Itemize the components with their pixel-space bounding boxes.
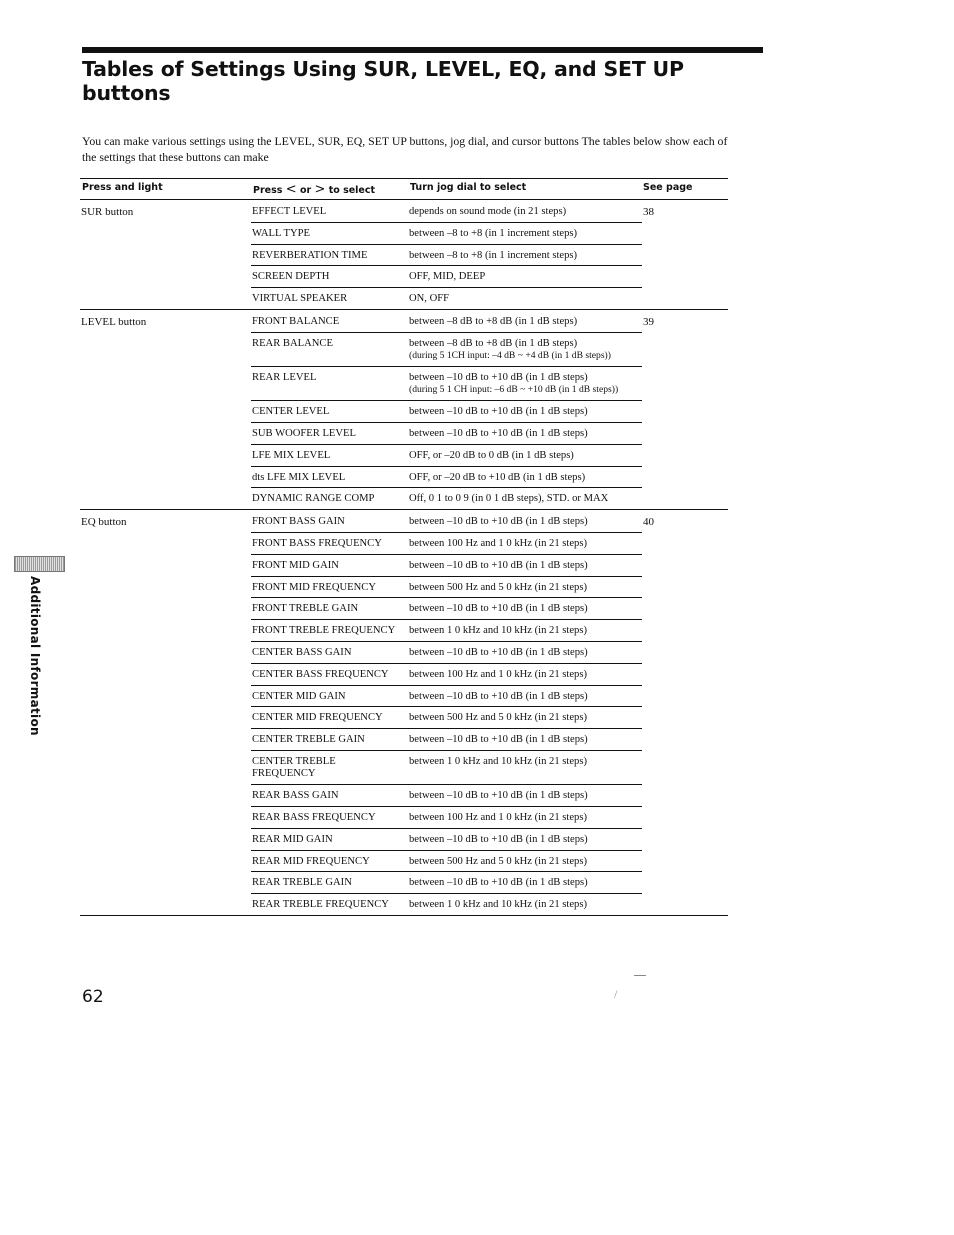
header-press-and-light: Press and light — [82, 182, 163, 193]
setting-name: REAR BASS FREQUENCY — [252, 811, 376, 823]
button-name: SUR button — [81, 206, 134, 218]
setting-range — [409, 625, 644, 637]
setting-name: SCREEN DEPTH — [252, 271, 330, 283]
setting-name: FRONT BALANCE — [252, 316, 340, 327]
setting-range — [409, 712, 644, 724]
range-note: (during 5 1CH input: –4 dB ~ +4 dB (in 1 dB steps)) — [409, 349, 611, 361]
setting-range — [409, 338, 644, 362]
setting-name: FRONT MID FREQUENCY — [252, 581, 377, 593]
table-row — [251, 728, 642, 751]
setting-name: FRONT BASS FREQUENCY — [252, 537, 382, 549]
setting-name: REAR TREBLE FREQUENCY — [252, 899, 389, 911]
range-text: between –10 dB to +10 dB (in 1 dB steps) — [409, 690, 588, 702]
setting-range — [409, 271, 644, 283]
setting-range — [409, 516, 644, 528]
table-row — [251, 619, 642, 642]
range-text: between –10 dB to +10 dB (in 1 dB steps) — [409, 790, 588, 802]
setting-name: SUB WOOFER LEVEL — [252, 428, 356, 439]
setting-name: REAR TREBLE GAIN — [252, 877, 352, 889]
setting-range — [409, 669, 644, 681]
range-text: between 100 Hz and 1 0 kHz (in 21 steps) — [409, 537, 587, 549]
header-or-word: or — [299, 185, 312, 196]
header-turn-jog-dial: Turn jog dial to select — [410, 182, 527, 193]
table-row — [251, 893, 642, 915]
setting-name: REAR BASS GAIN — [252, 790, 339, 802]
table-row — [251, 663, 642, 686]
table-row — [251, 706, 642, 729]
table-row — [251, 400, 642, 423]
range-text: between 1 0 kHz and 10 kHz (in 21 steps) — [409, 625, 587, 637]
range-text: between –10 dB to +10 dB (in 1 dB steps) — [409, 372, 588, 383]
header-press-to-select — [253, 182, 375, 197]
setting-name: dts LFE MIX LEVEL — [252, 471, 346, 483]
setting-name: REAR MID FREQUENCY — [252, 855, 370, 867]
setting-range — [409, 790, 644, 802]
range-text: between –10 dB to +10 dB (in 1 dB steps) — [409, 516, 588, 528]
range-note: (during 5 1 CH input: –6 dB ~ +10 dB (in 1 dB steps)) — [409, 384, 619, 395]
setting-name: REAR MID GAIN — [252, 833, 333, 845]
button-name: LEVEL button — [81, 316, 147, 328]
setting-range — [409, 206, 644, 218]
setting-name: DYNAMIC RANGE COMP — [252, 493, 375, 505]
table-row — [251, 466, 642, 489]
button-name: EQ button — [81, 516, 127, 529]
range-text: between 1 0 kHz and 10 kHz (in 21 steps) — [409, 899, 587, 911]
margin-dash-mark — [634, 975, 646, 976]
setting-range — [409, 228, 644, 240]
range-text: between –8 dB to +8 dB (in 1 dB steps) — [409, 316, 578, 327]
setting-range — [409, 316, 644, 328]
table-row — [251, 641, 642, 664]
range-text: OFF, MID, DEEP — [409, 271, 486, 283]
setting-range — [409, 756, 644, 768]
table-row — [251, 444, 642, 467]
table-group — [80, 510, 728, 916]
table-row — [251, 265, 642, 288]
setting-name: CENTER TREBLE GAIN — [252, 734, 365, 746]
setting-range — [409, 603, 644, 615]
range-text: between –10 dB to +10 dB (in 1 dB steps) — [409, 603, 588, 615]
range-text: between –10 dB to +10 dB (in 1 dB steps) — [409, 406, 588, 418]
table-row — [251, 576, 642, 599]
table-row — [251, 784, 642, 807]
table-row — [251, 287, 642, 309]
header-press-word: Press — [253, 185, 283, 196]
see-page-ref: 38 — [643, 206, 654, 218]
table-group — [80, 310, 728, 510]
table-row — [251, 422, 642, 445]
see-page-ref: 39 — [643, 316, 654, 328]
setting-name: VIRTUAL SPEAKER — [252, 293, 348, 305]
setting-name: EFFECT LEVEL — [252, 206, 327, 217]
table-row — [251, 806, 642, 829]
setting-range — [409, 428, 644, 440]
setting-range — [409, 691, 644, 703]
setting-range — [409, 582, 644, 594]
setting-range — [409, 493, 644, 505]
range-text: between 500 Hz and 5 0 kHz (in 21 steps) — [409, 712, 587, 724]
setting-name: FRONT MID GAIN — [252, 559, 339, 571]
setting-name: CENTER MID FREQUENCY — [252, 712, 383, 724]
range-text: between –10 dB to +10 dB (in 1 dB steps) — [409, 646, 588, 658]
setting-range — [409, 877, 644, 889]
table-row — [251, 200, 642, 223]
intro-paragraph: You can make various settings using the LEVEL, SUR, EQ, SET UP buttons, jog dial, and cursor buttons The tables below show each of the settings that these buttons can make — [82, 134, 728, 164]
table-row — [251, 510, 642, 533]
table-group — [80, 200, 728, 310]
table-row — [251, 244, 642, 267]
range-text: OFF, or –20 dB to 0 dB (in 1 dB steps) — [409, 449, 574, 461]
cursor-left-icon: < — [285, 182, 297, 197]
table-row — [251, 332, 642, 367]
table-header — [80, 178, 728, 200]
table-row — [251, 871, 642, 894]
range-text: between 500 Hz and 5 0 kHz (in 21 steps) — [409, 581, 587, 593]
setting-range — [409, 450, 644, 462]
range-text: between –10 dB to +10 dB (in 1 dB steps) — [409, 734, 588, 746]
setting-range — [409, 293, 644, 305]
setting-range — [409, 250, 644, 262]
range-text: between –8 to +8 (in 1 increment steps) — [409, 249, 578, 261]
setting-name: REAR BALANCE — [252, 337, 333, 349]
table-row — [251, 828, 642, 851]
table-row — [251, 850, 642, 873]
table-row — [251, 487, 642, 509]
setting-name: WALL TYPE — [252, 227, 310, 239]
range-text: between –8 dB to +8 dB (in 1 dB steps) — [409, 337, 578, 349]
table-row — [251, 554, 642, 577]
range-text: between –8 to +8 (in 1 increment steps) — [409, 227, 578, 239]
range-text: Off, 0 1 to 0 9 (in 0 1 dB steps), STD. or MAX — [409, 493, 609, 505]
range-text: between –10 dB to +10 dB (in 1 dB steps) — [409, 833, 588, 845]
setting-name: FRONT TREBLE GAIN — [252, 603, 359, 615]
range-text: between –10 dB to +10 dB (in 1 dB steps) — [409, 559, 588, 571]
page-title: Tables of Settings Using SUR, LEVEL, EQ, and SET UP buttons — [82, 57, 684, 105]
setting-name: FRONT TREBLE FREQUENCY — [252, 625, 396, 637]
range-text: between –10 dB to +10 dB (in 1 dB steps) — [409, 877, 588, 889]
range-text: ON, OFF — [409, 293, 450, 305]
setting-name: REAR LEVEL — [252, 372, 317, 383]
table-row — [251, 366, 642, 401]
setting-range — [409, 560, 644, 572]
section-tab-label: Additional Information — [28, 576, 42, 736]
title-rule — [82, 47, 763, 53]
setting-range — [409, 647, 644, 659]
setting-name: FRONT BASS GAIN — [252, 516, 345, 528]
table-row — [251, 597, 642, 620]
see-page-ref: 40 — [643, 516, 654, 529]
setting-range — [409, 834, 644, 846]
setting-name: REVERBERATION TIME — [252, 249, 368, 261]
margin-slash-mark: / — [614, 987, 618, 1001]
setting-name: CENTER BASS FREQUENCY — [252, 668, 389, 680]
header-see-page: See page — [643, 182, 693, 193]
table-row — [251, 222, 642, 245]
setting-range — [409, 812, 644, 824]
setting-range — [409, 372, 644, 396]
table-row — [251, 532, 642, 555]
header-to-select-word: to select — [328, 185, 376, 196]
setting-name: CENTER MID GAIN — [252, 690, 346, 702]
range-text: between 100 Hz and 1 0 kHz (in 21 steps) — [409, 668, 587, 680]
range-text: OFF, or –20 dB to +10 dB (in 1 dB steps) — [409, 471, 586, 483]
setting-range — [409, 734, 644, 746]
setting-range — [409, 472, 644, 484]
table-row — [251, 310, 642, 333]
setting-range — [409, 856, 644, 868]
range-text: between –10 dB to +10 dB (in 1 dB steps) — [409, 428, 588, 439]
table-row — [251, 685, 642, 708]
setting-range — [409, 899, 644, 911]
setting-name: CENTER TREBLE FREQUENCY — [252, 755, 336, 779]
table-row — [251, 750, 642, 785]
setting-name: LFE MIX LEVEL — [252, 449, 331, 461]
range-text: between 1 0 kHz and 10 kHz (in 21 steps) — [409, 755, 587, 767]
setting-name: CENTER BASS GAIN — [252, 646, 352, 658]
cursor-right-icon: > — [314, 182, 326, 197]
range-text: depends on sound mode (in 21 steps) — [409, 206, 567, 217]
setting-name: CENTER LEVEL — [252, 406, 330, 418]
section-tab-marker — [14, 556, 65, 572]
setting-range — [409, 406, 644, 418]
page-number: 62 — [82, 987, 104, 1007]
range-text: between 100 Hz and 1 0 kHz (in 21 steps) — [409, 811, 587, 823]
setting-range — [409, 538, 644, 550]
range-text: between 500 Hz and 5 0 kHz (in 21 steps) — [409, 855, 587, 867]
